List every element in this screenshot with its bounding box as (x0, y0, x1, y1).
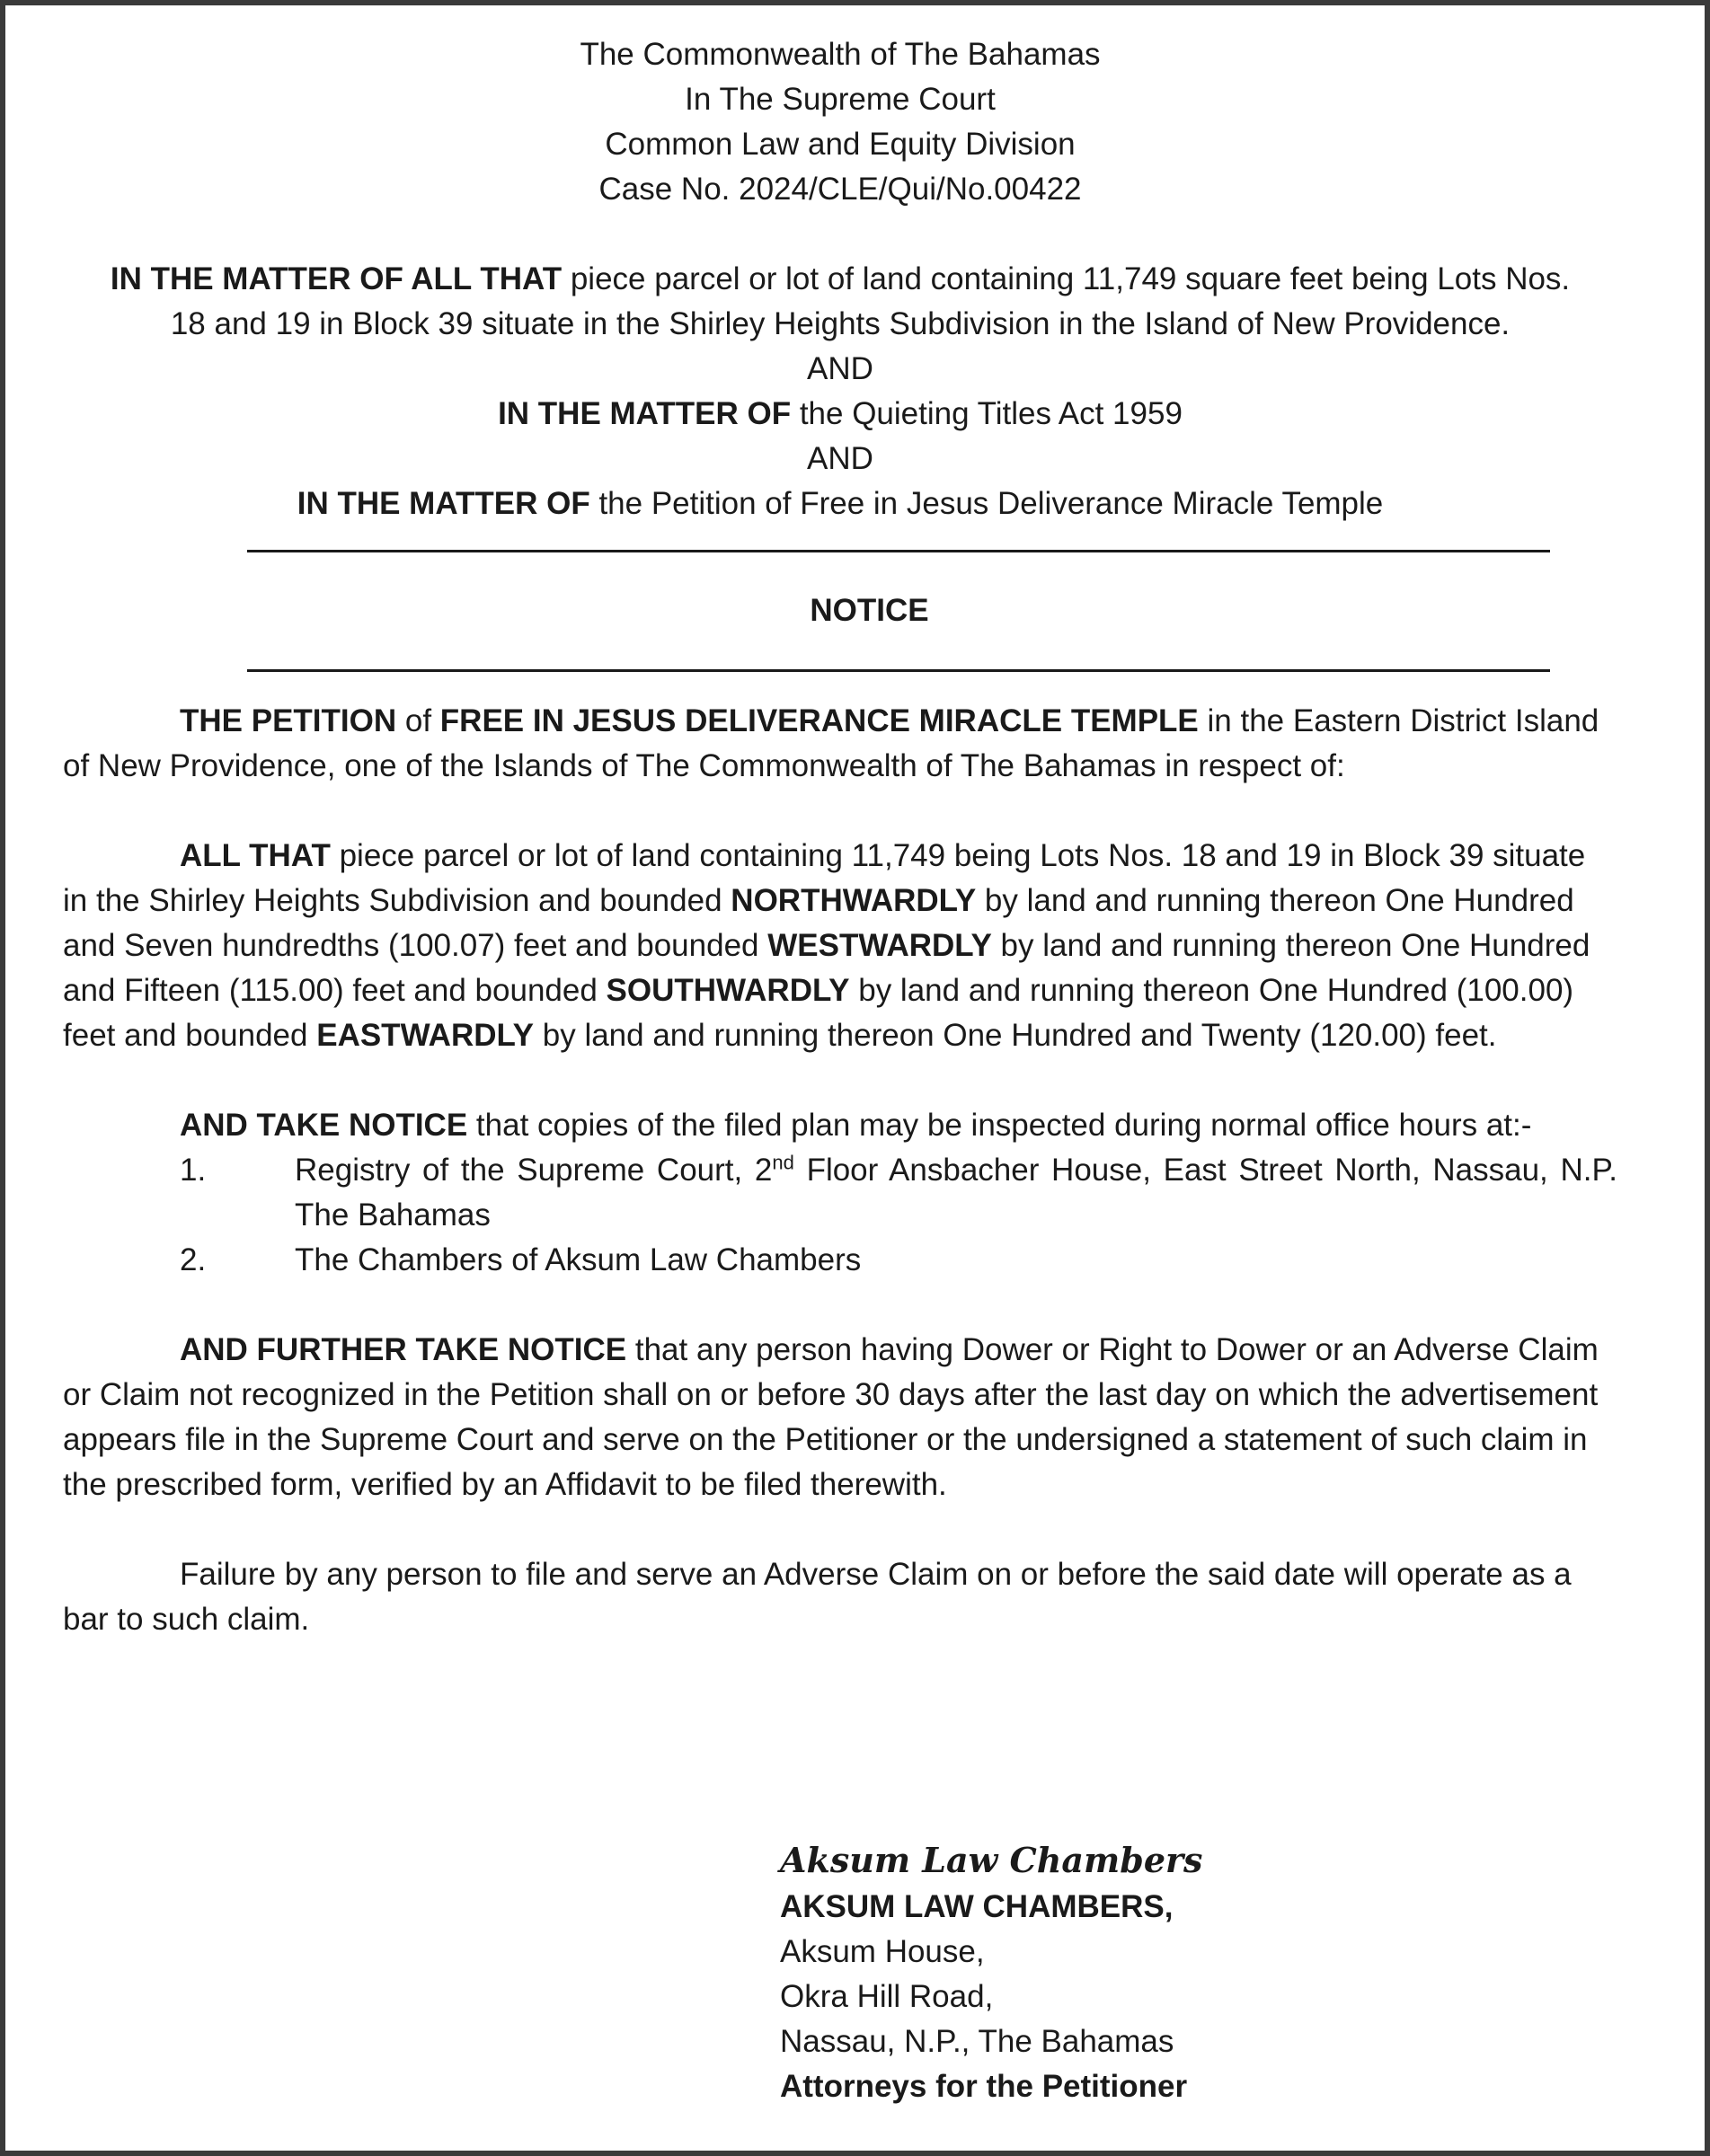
signature-block (780, 1838, 1499, 2109)
list-number: 1. (180, 1153, 207, 1188)
and-connector: AND (807, 351, 873, 386)
notice-title: NOTICE (810, 593, 929, 628)
address-line: Aksum House, (780, 1934, 985, 1969)
court-header (63, 32, 1617, 212)
further-notice-paragraph (63, 1328, 1617, 1507)
further-notice-text: that any person having Dower or Right to Dower or an Adverse Claim or Claim not recognized in the Petition shall on or before 30 days after the last day on which the advertisement appears file in the Supreme Court and serve on the Petitioner or the undersigned a statement of such claim in the prescribed form, verified by an Affidavit to be filed therewith. (63, 1332, 1599, 1502)
script-signature: Aksum Law Chambers (780, 1840, 1203, 1880)
petition-paragraph (63, 699, 1617, 789)
land-description-text: by land and running thereon One Hundred and Twenty (120.00) feet. (542, 1018, 1497, 1053)
matter-petition (63, 482, 1617, 526)
address-line: Okra Hill Road, (780, 1979, 994, 2014)
petition-text: of (404, 703, 432, 738)
petitioner-name: FREE IN JESUS DELIVERANCE MIRACLE TEMPLE (439, 703, 1199, 738)
matter-land-cont: 18 and 19 in Block 39 situate in the Shirley Heights Subdivision in the Island of New Providence. (170, 306, 1511, 341)
matter-act-text: the Quieting Titles Act 1959 (799, 396, 1183, 431)
land-description-text: by land and running thereon One Hundred (100.00) feet and bounded (63, 973, 1574, 1053)
list-text: The Chambers of Aksum Law Chambers (295, 1242, 862, 1277)
matter-block (63, 257, 1617, 526)
ordinal-suffix: nd (772, 1151, 794, 1174)
petition-bold: THE PETITION (180, 703, 397, 738)
take-notice-text: that copies of the filed plan may be inspected during normal office hours at:- (475, 1108, 1532, 1143)
land-description-paragraph (63, 834, 1617, 1058)
boundary-south: SOUTHWARDLY (606, 973, 850, 1008)
list-item (63, 1238, 1617, 1283)
matter-petition-bold: IN THE MATTER OF (297, 486, 590, 521)
list-text (238, 1148, 1617, 1238)
header-line: Common Law and Equity Division (605, 127, 1076, 162)
take-notice-bold: AND TAKE NOTICE (180, 1108, 468, 1143)
land-description-text: by land and running thereon One Hundred and Seven hundredths (100.07) feet and bounded (63, 883, 1574, 963)
petition-text: in the Eastern District Island of New Providence, one of the Islands of The Commonwealth of The Bahamas in respect of: (63, 703, 1599, 783)
matter-act (63, 392, 1617, 437)
matter-act-bold: IN THE MATTER OF (498, 396, 792, 431)
boundary-east: EASTWARDLY (316, 1018, 535, 1053)
list-text-part: Registry of the Supreme Court, 2 (295, 1153, 773, 1188)
case-number: Case No. 2024/CLE/Qui/No.00422 (598, 172, 1082, 207)
and-connector: AND (807, 441, 873, 476)
firm-name: AKSUM LAW CHAMBERS, (780, 1889, 1174, 1924)
divider-rule (247, 669, 1550, 672)
list-text-part: Floor Ansbacher House, East Street North, Nassau, N.P. The Bahamas (295, 1153, 1618, 1233)
address-line: Nassau, N.P., The Bahamas (780, 2024, 1174, 2059)
attorney-role: Attorneys for the Petitioner (780, 2069, 1188, 2104)
take-notice-paragraph (63, 1103, 1617, 1148)
header-line: The Commonwealth of The Bahamas (580, 37, 1101, 72)
matter-land-text: piece parcel or lot of land containing 11,749 square feet being Lots Nos. (570, 261, 1571, 296)
boundary-north: NORTHWARDLY (731, 883, 977, 918)
all-that-bold: ALL THAT (180, 838, 331, 873)
matter-land-bold: IN THE MATTER OF ALL THAT (110, 261, 563, 296)
matter-land (63, 257, 1617, 302)
further-notice-bold: AND FURTHER TAKE NOTICE (180, 1332, 627, 1367)
notice-body (63, 32, 1617, 1642)
header-line: In The Supreme Court (685, 82, 996, 117)
matter-petition-text: the Petition of Free in Jesus Deliverance Miracle Temple (598, 486, 1384, 521)
land-description-text: by land and running thereon One Hundred and Fifteen (115.00) feet and bounded (63, 928, 1590, 1008)
list-number: 2. (180, 1242, 207, 1277)
list-item (63, 1148, 1617, 1238)
failure-paragraph: Failure by any person to file and serve an Adverse Claim on or before the said date will operate as a bar to such claim. (63, 1557, 1572, 1637)
land-description-text: piece parcel or lot of land containing 11,749 being Lots Nos. 18 and 19 in Block 39 situate in the Shirley Heights Subdivision and bounded (63, 838, 1586, 918)
boundary-west: WESTWARDLY (767, 928, 992, 963)
divider-rule (247, 550, 1550, 552)
